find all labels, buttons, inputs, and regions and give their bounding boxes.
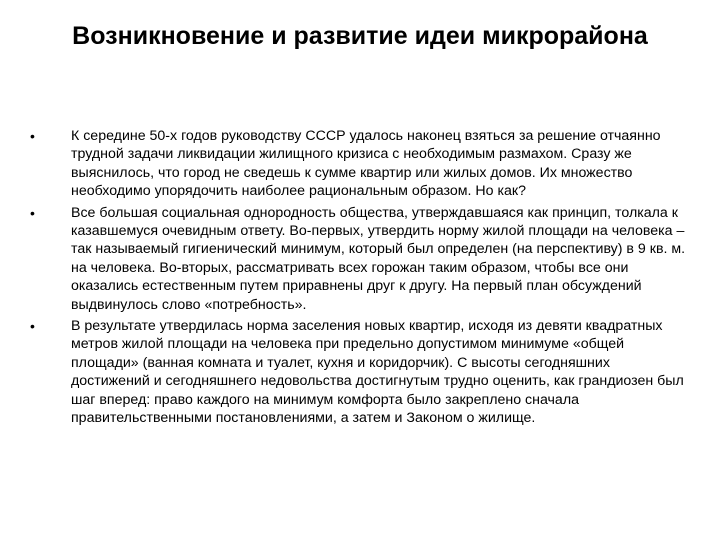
bullet-icon: • — [30, 318, 35, 335]
bullet-icon: • — [30, 204, 35, 221]
slide-title: Возникновение и развитие идеи микрорайона — [72, 22, 648, 50]
bullet-list — [30, 127, 690, 431]
bullet-text: Все большая социальная однородность общества, утверждавшаяся как принцип, толкала к казавшемуся очевидным ответу. Во-первых, утвердить норму жилой площади на человека – так называемый гигиенический минимум, который был определен (на перспективу) в 9 кв. м. на человека. Во-вторых, рассматривать всех горожан таким образом, чтобы все они оказались естественным путем приравнены друг к другу. На первый план обсуждений выдвинулось слово «потребность». — [71, 204, 686, 313]
list-item — [30, 317, 690, 427]
list-item — [30, 127, 690, 201]
bullet-icon: • — [30, 128, 35, 144]
bullet-text: К середине 50-х годов руководству СССР удалось наконец взяться за решение отчаянно трудной задачи ликвидации жилищного кризиса с необходимым размахом. Сразу же выяснилось, что город не сведешь к сумме квартир или жилых домов. Их множество необходимо упорядочить наиболее рациональным образом. Но как? — [71, 128, 661, 200]
list-item — [30, 204, 690, 314]
bullet-text: В результате утвердилась норма заселения новых квартир, исходя из девяти квадратных метров жилой площади на человека при предельно допустимом минимуме «общей площади» (ванная комната и туалет, кухня и коридорчик). С высоты сегодняшних достижений и сегодняшнего недовольства достигнутым трудно оценить, как грандиозен был шаг вперед: право каждого на минимум комфорта было закреплено сначала правительственными постановлениями, а затем и Законом о жилище. — [71, 318, 684, 427]
